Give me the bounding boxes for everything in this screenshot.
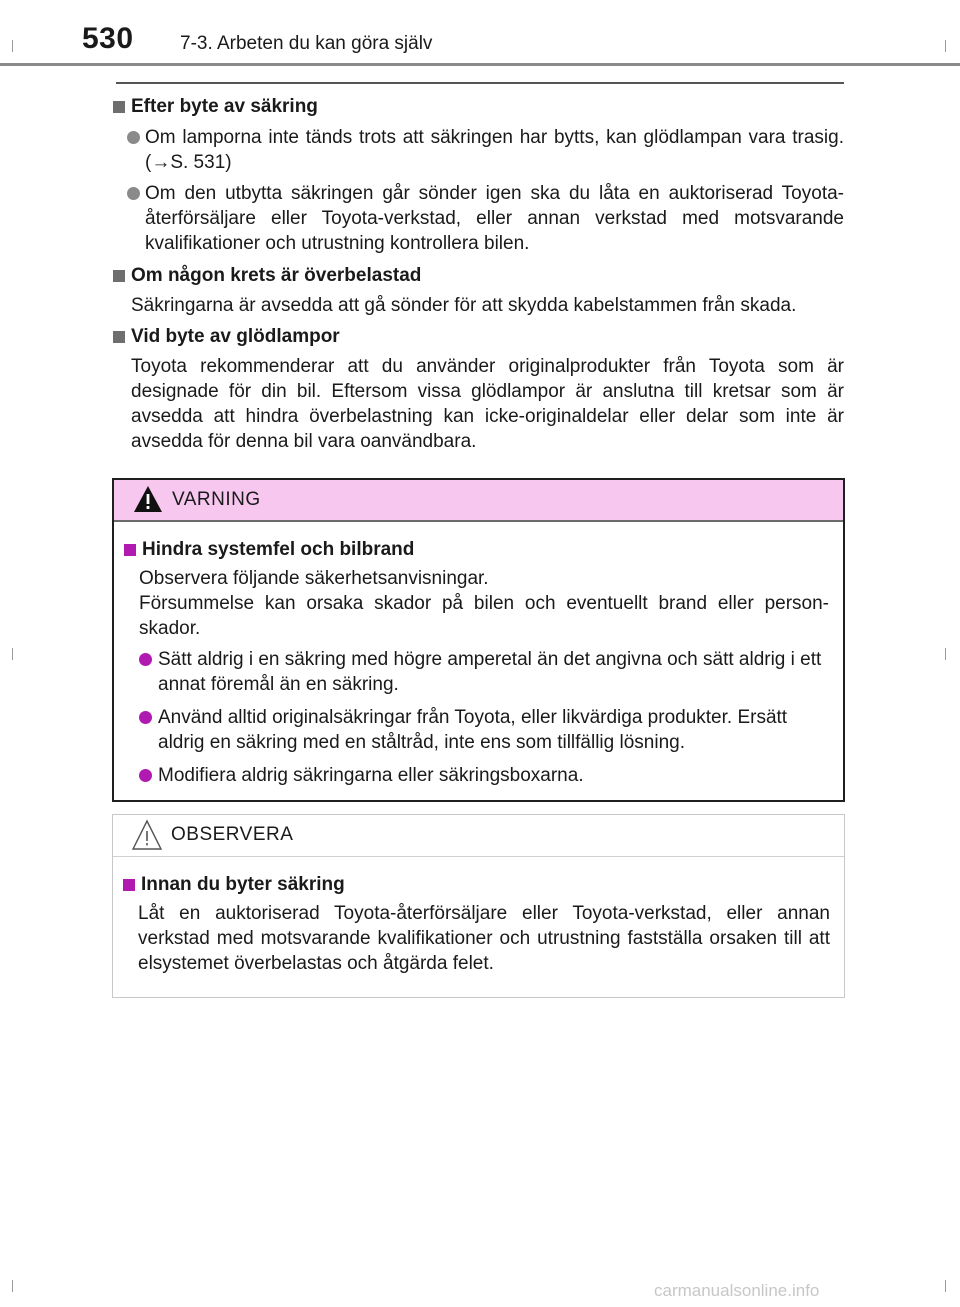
warning-label: VARNING: [172, 489, 261, 510]
list-item-text: Om lamporna inte tänds trots att säkringen har bytts, kan glödlampan vara trasig. (→S. 531): [145, 127, 844, 173]
warning-intro-line: Försummelse kan orsaka skador på bilen och eventuellt brand eller person-skador.: [139, 593, 829, 639]
section-title: 7-3. Arbeten du kan göra själv: [180, 33, 433, 54]
section-paragraph: Toyota rekommenderar att du använder originalprodukter från Toyota som är designade för din bil. Eftersom vissa glödlampor är anslutna till kretsar som är avsedda att hindra överbelastning kan icke-originaldelar eller delar som inte är avsedda för denna bil vara oanvändbara.: [131, 356, 844, 452]
list-item-text: Sätt aldrig i en säkring med högre amperetal än det angivna och sätt aldrig i ett annat föremål än en säkring.: [158, 649, 822, 695]
square-bullet-icon: [124, 544, 136, 556]
warning-intro-line: Observera följande säkerhetsanvisningar.: [139, 568, 489, 589]
warning-intro: [139, 566, 829, 641]
circle-bullet-icon: [139, 769, 152, 782]
warning-box: [112, 478, 845, 802]
warning-heading-text: Hindra systemfel och bilbrand: [142, 539, 415, 560]
main-content: [112, 82, 844, 458]
section-heading: [112, 262, 844, 290]
crop-mark: [12, 648, 13, 660]
circle-bullet-icon: [139, 653, 152, 666]
warning-heading: [122, 536, 829, 564]
warning-header: [114, 480, 843, 522]
page-header: [0, 0, 960, 66]
top-rule: [116, 82, 844, 84]
section-heading-text: Vid byte av glödlampor: [131, 326, 340, 347]
list-item: [127, 181, 844, 256]
notice-body: [113, 857, 844, 976]
square-bullet-icon: [113, 101, 125, 113]
crop-mark: [12, 1280, 13, 1292]
watermark: carmanualsonline.info: [654, 1281, 820, 1300]
crop-mark: [945, 648, 946, 660]
notice-label: OBSERVERA: [171, 824, 294, 845]
list-item: [127, 125, 844, 175]
list-item-text: Använd alltid originalsäkringar från Toyota, eller likvärdiga produkter. Ersätt aldrig en säkring med en ståltråd, inte ens som tillfällig lösning.: [158, 707, 788, 753]
notice-paragraph: Låt en auktoriserad Toyota-återförsäljare eller Toyota-verkstad, eller annan verkstad med motsvarande kvalifikationer och utrustning fastställa orsaken till att elsystemet överbelastas och åtgärda felet.: [138, 903, 830, 974]
page-number: 530: [82, 22, 134, 55]
section-heading: [112, 93, 844, 121]
section-heading-text: Om någon krets är överbelastad: [131, 265, 422, 286]
notice-header: [113, 815, 844, 857]
square-bullet-icon: [113, 270, 125, 282]
circle-bullet-icon: [127, 187, 140, 200]
section-paragraph: Säkringarna är avsedda att gå sönder för att skydda kabelstammen från skada.: [131, 295, 797, 316]
crop-mark: [945, 1280, 946, 1292]
section-heading: [112, 323, 844, 351]
list-item: [139, 763, 829, 788]
notice-heading-text: Innan du byter säkring: [141, 874, 345, 895]
circle-bullet-icon: [139, 711, 152, 724]
list-item-text: Modifiera aldrig säkringarna eller säkringsboxarna.: [158, 765, 584, 786]
warning-triangle-icon: [132, 484, 164, 519]
warning-body: [114, 522, 843, 788]
notice-heading: [121, 871, 830, 899]
square-bullet-icon: [113, 331, 125, 343]
list-item: [139, 647, 829, 697]
caution-outline-triangle-icon: [131, 819, 163, 856]
list-item: [139, 705, 829, 755]
section-heading-text: Efter byte av säkring: [131, 96, 318, 117]
notice-box: [112, 814, 845, 998]
list-item-text: Om den utbytta säkringen går sönder igen ska du låta en auktoriserad Toyota-återförsäljare eller Toyota-verkstad, eller annan verkstad med motsvarande kvalifikationer och utrustning kontrollera bilen.: [145, 183, 844, 254]
square-bullet-icon: [123, 879, 135, 891]
circle-bullet-icon: [127, 131, 140, 144]
